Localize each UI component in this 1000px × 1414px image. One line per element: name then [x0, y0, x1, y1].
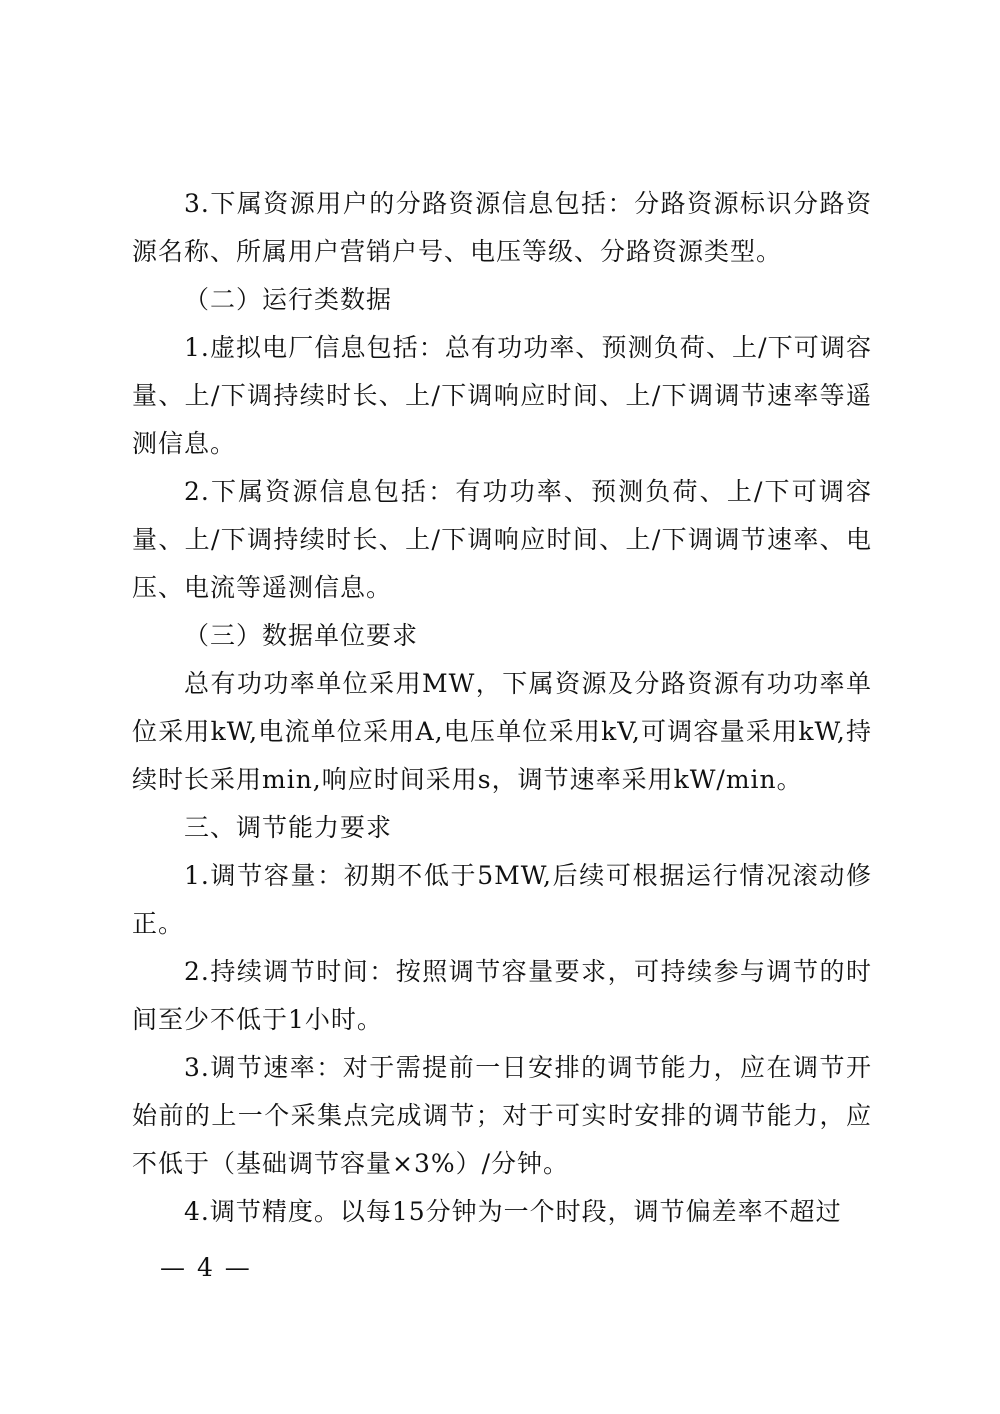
paragraph-subordinate-resource-info: 2.下属资源信息包括：有功功率、预测负荷、上/下可调容量、上/下调持续时长、上/下调响应时间、上/下调调节速率、电压、电流等遥测信息。 — [132, 477, 872, 602]
section-heading-regulation-capability: 三、调节能力要求 — [184, 813, 393, 842]
paragraph-regulation-capacity: 1.调节容量：初期不低于5MW,后续可根据运行情况滚动修正。 — [132, 861, 872, 938]
paragraph-regulation-accuracy: 4.调节精度。以每15分钟为一个时段，调节偏差率不超过 — [184, 1197, 842, 1226]
paragraph-regulation-rate: 3.调节速率：对于需提前一日安排的调节能力，应在调节开始前的上一个采集点完成调节；对于可实时安排的调节能力，应不低于（基础调节容量×3%）/分钟。 — [132, 1053, 872, 1178]
paragraph-vpp-info: 1.虚拟电厂信息包括：总有功功率、预测负荷、上/下可调容量、上/下调持续时长、上/下调响应时间、上/下调调节速率等遥测信息。 — [132, 333, 872, 458]
paragraph-sustained-regulation-time: 2.持续调节时间：按照调节容量要求，可持续参与调节的时间至少不低于1小时。 — [132, 957, 872, 1034]
paragraph-branch-resource-info: 3.下属资源用户的分路资源信息包括：分路资源标识分路资源名称、所属用户营销户号、电压等级、分路资源类型。 — [132, 189, 872, 266]
subheading-operation-data: （二）运行类数据 — [184, 285, 393, 314]
document-body — [132, 180, 872, 1236]
page-number: — 4 — — [160, 1253, 252, 1282]
subheading-data-unit-requirements: （三）数据单位要求 — [184, 621, 419, 650]
paragraph-data-units: 总有功功率单位采用MW，下属资源及分路资源有功功率单位采用kW,电流单位采用A,电压单位采用kV,可调容量采用kW,持续时长采用min,响应时间采用s，调节速率采用kW/min。 — [132, 669, 872, 794]
